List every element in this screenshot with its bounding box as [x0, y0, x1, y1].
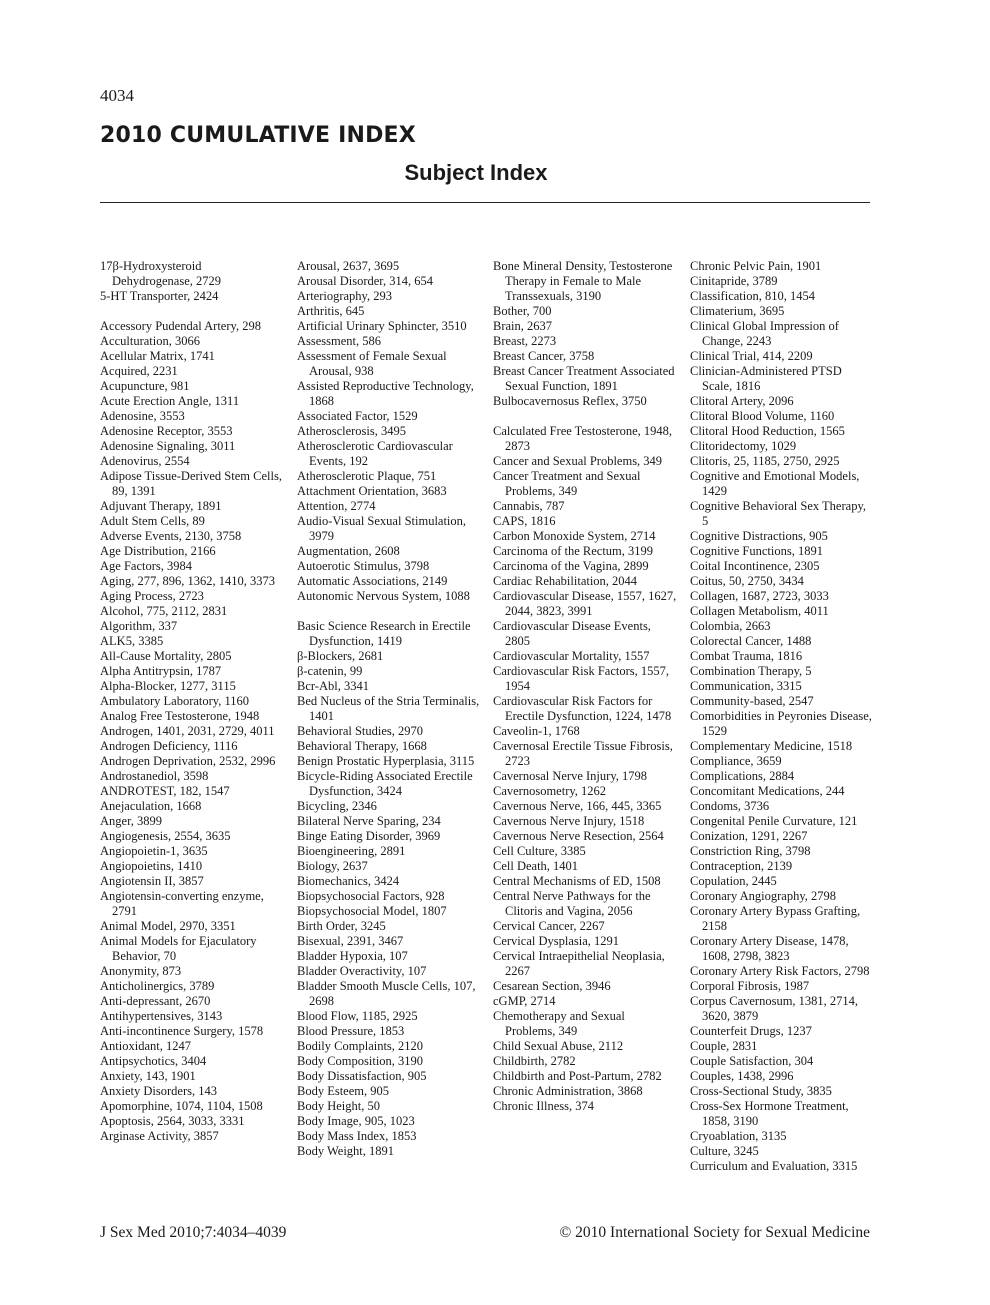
index-entry: Carcinoma of the Rectum, 3199	[493, 544, 654, 558]
index-entry: Breast Cancer, 3758	[493, 349, 595, 363]
index-entry: Combination Therapy, 5	[690, 664, 812, 678]
index-entry: Apomorphine, 1074, 1104, 1508	[100, 1099, 263, 1113]
index-entry: Biomechanics, 3424	[297, 874, 400, 888]
index-entry: Culture, 3245	[690, 1144, 759, 1158]
index-entry: Antioxidant, 1247	[100, 1039, 191, 1053]
index-entry: Adjuvant Therapy, 1891	[100, 499, 222, 513]
index-entry: Complementary Medicine, 1518	[690, 739, 853, 753]
index-entry: Androgen Deficiency, 1116	[100, 739, 238, 753]
index-entry: Child Sexual Abuse, 2112	[493, 1039, 624, 1053]
index-entry: Cell Death, 1401	[493, 859, 579, 873]
index-entry: Animal Model, 2970, 3351	[100, 919, 236, 933]
index-entry: Age Factors, 3984	[100, 559, 192, 573]
index-entry: Comorbidities in Peyronies Disease, 1529	[690, 709, 872, 738]
index-entry: Bioengineering, 2891	[297, 844, 406, 858]
index-entry: Colombia, 2663	[690, 619, 771, 633]
index-entry: Blood Flow, 1185, 2925	[297, 1009, 418, 1023]
page-number: 4034	[100, 86, 134, 105]
index-entry: Clinical Trial, 414, 2209	[690, 349, 813, 363]
index-entry: Clitoris, 25, 1185, 2750, 2925	[690, 454, 840, 468]
index-entry: Chronic Administration, 3868	[493, 1084, 643, 1098]
index-entry: Biopsychosocial Model, 1807	[297, 904, 447, 918]
index-entry: Adult Stem Cells, 89	[100, 514, 205, 528]
index-entry: Angiogenesis, 2554, 3635	[100, 829, 231, 843]
index-entry: Adenosine, 3553	[100, 409, 185, 423]
index-entry: Clinician-Administered PTSD Scale, 1816	[690, 364, 842, 393]
index-entry: Adenovirus, 2554	[100, 454, 190, 468]
index-entry: β-catenin, 99	[297, 664, 363, 678]
index-entry: Breast, 2273	[493, 334, 557, 348]
index-entry: Androgen, 1401, 2031, 2729, 4011	[100, 724, 275, 738]
letter-group-gap	[297, 604, 482, 619]
index-entry: Conization, 1291, 2267	[690, 829, 808, 843]
index-entry: Cervical Cancer, 2267	[493, 919, 605, 933]
index-entry: Assisted Reproductive Technology, 1868	[297, 379, 474, 408]
index-entry: Alcohol, 775, 2112, 2831	[100, 604, 228, 618]
index-entry: Collagen, 1687, 2723, 3033	[690, 589, 829, 603]
index-entry: Caveolin-1, 1768	[493, 724, 580, 738]
index-entry: Body Esteem, 905	[297, 1084, 390, 1098]
index-entry: Adverse Events, 2130, 3758	[100, 529, 242, 543]
index-entry: Counterfeit Drugs, 1237	[690, 1024, 812, 1038]
index-entry: Corporal Fibrosis, 1987	[690, 979, 810, 993]
index-entry: Cannabis, 787	[493, 499, 565, 513]
index-entry: Bicycling, 2346	[297, 799, 377, 813]
index-entry: Bilateral Nerve Sparing, 234	[297, 814, 441, 828]
index-entry: Carcinoma of the Vagina, 2899	[493, 559, 649, 573]
index-entry: Constriction Ring, 3798	[690, 844, 811, 858]
index-entry: Classification, 810, 1454	[690, 289, 815, 303]
index-entry: Compliance, 3659	[690, 754, 782, 768]
index-entry: Automatic Associations, 2149	[297, 574, 448, 588]
index-entry: Bladder Overactivity, 107	[297, 964, 427, 978]
index-entry: Accessory Pudendal Artery, 298	[100, 319, 261, 333]
index-entry: Anger, 3899	[100, 814, 162, 828]
index-entry: Adenosine Signaling, 3011	[100, 439, 236, 453]
index-entry: Carbon Monoxide System, 2714	[493, 529, 656, 543]
index-entry: Coitus, 50, 2750, 3434	[690, 574, 804, 588]
index-entry: Community-based, 2547	[690, 694, 814, 708]
index-entry: Coronary Artery Bypass Grafting, 2158	[690, 904, 861, 933]
index-entry: Arthritis, 645	[297, 304, 365, 318]
index-entry: Couples, 1438, 2996	[690, 1069, 794, 1083]
index-entry: Autonomic Nervous System, 1088	[297, 589, 470, 603]
index-entry: Cardiovascular Disease Events, 2805	[493, 619, 651, 648]
index-entry: Androstanediol, 3598	[100, 769, 209, 783]
index-entry: Adenosine Receptor, 3553	[100, 424, 233, 438]
index-entry: Binge Eating Disorder, 3969	[297, 829, 441, 843]
index-entry: Aging Process, 2723	[100, 589, 204, 603]
index-entry: Behavioral Therapy, 1668	[297, 739, 427, 753]
index-entry: Anti-depressant, 2670	[100, 994, 211, 1008]
index-entry: cGMP, 2714	[493, 994, 556, 1008]
index-entry: Central Nerve Pathways for the Clitoris and Vagina, 2056	[493, 889, 651, 918]
index-entry: Chronic Illness, 374	[493, 1099, 595, 1113]
index-entry: Cardiovascular Risk Factors, 1557, 1954	[493, 664, 670, 693]
index-entry: Cavernosal Nerve Injury, 1798	[493, 769, 648, 783]
index-entry: Combat Trauma, 1816	[690, 649, 803, 663]
index-entry: Acupuncture, 981	[100, 379, 190, 393]
index-column-1	[100, 259, 285, 1144]
index-entry: Blood Pressure, 1853	[297, 1024, 405, 1038]
header-divider	[100, 202, 870, 203]
index-entry: Body Height, 50	[297, 1099, 380, 1113]
index-entry: Birth Order, 3245	[297, 919, 386, 933]
index-entry: Arginase Activity, 3857	[100, 1129, 219, 1143]
index-entry: Communication, 3315	[690, 679, 802, 693]
index-entry: Colorectal Cancer, 1488	[690, 634, 812, 648]
index-entry: Arteriography, 293	[297, 289, 392, 303]
index-entry: Arousal Disorder, 314, 654	[297, 274, 433, 288]
index-entry: Coronary Angiography, 2798	[690, 889, 837, 903]
index-entry: Antihypertensives, 3143	[100, 1009, 223, 1023]
index-entry: Analog Free Testosterone, 1948	[100, 709, 260, 723]
index-entry: Anejaculation, 1668	[100, 799, 202, 813]
index-entry: Angiopoietins, 1410	[100, 859, 203, 873]
index-entry: Apoptosis, 2564, 3033, 3331	[100, 1114, 245, 1128]
index-entry: Angiopoietin-1, 3635	[100, 844, 208, 858]
index-entry: Bother, 700	[493, 304, 552, 318]
index-entry: Body Mass Index, 1853	[297, 1129, 417, 1143]
index-entry: Bladder Smooth Muscle Cells, 107, 2698	[297, 979, 476, 1008]
index-entry: Childbirth and Post-Partum, 2782	[493, 1069, 662, 1083]
journal-citation: J Sex Med 2010;7:4034–4039	[100, 1224, 287, 1241]
index-entry: Bcr-Abl, 3341	[297, 679, 369, 693]
index-entry: Clitoridectomy, 1029	[690, 439, 797, 453]
index-entry: Angiotensin-converting enzyme, 2791	[100, 889, 264, 918]
page-title: 2010 CUMULATIVE INDEX	[100, 123, 416, 148]
index-entry: Clitoral Artery, 2096	[690, 394, 794, 408]
index-entry: Cinitapride, 3789	[690, 274, 778, 288]
index-entry: All-Cause Mortality, 2805	[100, 649, 232, 663]
index-entry: ANDROTEST, 182, 1547	[100, 784, 230, 798]
index-entry: Cavernous Nerve Resection, 2564	[493, 829, 664, 843]
index-entry: Cavernous Nerve Injury, 1518	[493, 814, 645, 828]
index-entry: Behavioral Studies, 2970	[297, 724, 424, 738]
index-entry: Clitoral Hood Reduction, 1565	[690, 424, 845, 438]
index-entry: Aging, 277, 896, 1362, 1410, 3373	[100, 574, 275, 588]
index-entry: Bladder Hypoxia, 107	[297, 949, 408, 963]
index-entry: Biology, 2637	[297, 859, 368, 873]
index-entry: Cognitive Distractions, 905	[690, 529, 828, 543]
index-entry: Bulbocavernosus Reflex, 3750	[493, 394, 647, 408]
index-entry: Anxiety, 143, 1901	[100, 1069, 196, 1083]
index-entry: Condoms, 3736	[690, 799, 770, 813]
index-entry: CAPS, 1816	[493, 514, 556, 528]
index-entry: Climaterium, 3695	[690, 304, 785, 318]
index-entry: Cardiovascular Mortality, 1557	[493, 649, 650, 663]
index-entry: Age Distribution, 2166	[100, 544, 216, 558]
copyright-notice: © 2010 International Society for Sexual Medicine	[559, 1224, 870, 1241]
index-entry: Contraception, 2139	[690, 859, 793, 873]
index-entry: Anonymity, 873	[100, 964, 182, 978]
index-entry: Cardiovascular Disease, 1557, 1627, 2044, 3823, 3991	[493, 589, 677, 618]
index-column-3	[493, 259, 678, 1114]
index-column-4	[690, 259, 875, 1174]
index-entry: Cross-Sectional Study, 3835	[690, 1084, 832, 1098]
index-entry: Adipose Tissue-Derived Stem Cells, 89, 1391	[100, 469, 282, 498]
index-entry: Coital Incontinence, 2305	[690, 559, 820, 573]
index-entry: β-Blockers, 2681	[297, 649, 384, 663]
index-entry: Acellular Matrix, 1741	[100, 349, 215, 363]
index-entry: Cavernous Nerve, 166, 445, 3365	[493, 799, 662, 813]
index-entry: Body Dissatisfaction, 905	[297, 1069, 427, 1083]
index-entry: Cardiac Rehabilitation, 2044	[493, 574, 638, 588]
index-entry: Acquired, 2231	[100, 364, 178, 378]
index-entry: Alpha-Blocker, 1277, 3115	[100, 679, 236, 693]
index-entry: Coronary Artery Risk Factors, 2798	[690, 964, 870, 978]
index-entry: Atherosclerotic Plaque, 751	[297, 469, 437, 483]
index-entry: Calculated Free Testosterone, 1948, 2873	[493, 424, 673, 453]
index-entry: 17β-Hydroxysteroid Dehydrogenase, 2729	[100, 259, 221, 288]
index-entry: Chronic Pelvic Pain, 1901	[690, 259, 822, 273]
index-entry: Androgen Deprivation, 2532, 2996	[100, 754, 276, 768]
index-entry: Anticholinergics, 3789	[100, 979, 215, 993]
index-entry: Complications, 2884	[690, 769, 795, 783]
index-entry: Bicycle-Riding Associated Erectile Dysfunction, 3424	[297, 769, 473, 798]
index-column-2	[297, 259, 482, 1159]
index-entry: Assessment, 586	[297, 334, 382, 348]
index-entry: Collagen Metabolism, 4011	[690, 604, 829, 618]
index-entry: Benign Prostatic Hyperplasia, 3115	[297, 754, 475, 768]
index-entry: Assessment of Female Sexual Arousal, 938	[297, 349, 447, 378]
index-entry: Acculturation, 3066	[100, 334, 200, 348]
index-entry: Body Image, 905, 1023	[297, 1114, 415, 1128]
index-entry: Basic Science Research in Erectile Dysfunction, 1419	[297, 619, 471, 648]
section-title: Subject Index	[404, 160, 548, 185]
index-entry: Autoerotic Stimulus, 3798	[297, 559, 430, 573]
index-entry: Cross-Sex Hormone Treatment, 1858, 3190	[690, 1099, 849, 1128]
index-entry: Cryoablation, 3135	[690, 1129, 787, 1143]
index-entry: Coronary Artery Disease, 1478, 1608, 2798, 3823	[690, 934, 849, 963]
index-entry: Cervical Dysplasia, 1291	[493, 934, 620, 948]
index-entry: Clitoral Blood Volume, 1160	[690, 409, 835, 423]
index-entry: Bisexual, 2391, 3467	[297, 934, 404, 948]
index-entry: Copulation, 2445	[690, 874, 777, 888]
index-entry: Alpha Antitrypsin, 1787	[100, 664, 222, 678]
index-entry: Cognitive Behavioral Sex Therapy, 5	[690, 499, 867, 528]
index-entry: Augmentation, 2608	[297, 544, 400, 558]
letter-group-gap	[100, 304, 285, 319]
index-entry: Anti-incontinence Surgery, 1578	[100, 1024, 264, 1038]
index-entry: Acute Erection Angle, 1311	[100, 394, 240, 408]
index-entry: Biopsychosocial Factors, 928	[297, 889, 445, 903]
index-entry: Animal Models for Ejaculatory Behavior, 70	[100, 934, 257, 963]
index-entry: Couple Satisfaction, 304	[690, 1054, 814, 1068]
index-entry: Angiotensin II, 3857	[100, 874, 204, 888]
index-entry: Associated Factor, 1529	[297, 409, 418, 423]
index-entry: ALK5, 3385	[100, 634, 164, 648]
index-entry: Bed Nucleus of the Stria Terminalis, 1401	[297, 694, 480, 723]
index-entry: Ambulatory Laboratory, 1160	[100, 694, 250, 708]
index-entry: Body Composition, 3190	[297, 1054, 424, 1068]
index-entry: Congenital Penile Curvature, 121	[690, 814, 858, 828]
index-entry: Cognitive Functions, 1891	[690, 544, 823, 558]
index-entry: 5-HT Transporter, 2424	[100, 289, 219, 303]
index-entry: Childbirth, 2782	[493, 1054, 576, 1068]
index-entry: Cancer and Sexual Problems, 349	[493, 454, 663, 468]
index-entry: Cavernosal Erectile Tissue Fibrosis, 2723	[493, 739, 673, 768]
index-entry: Arousal, 2637, 3695	[297, 259, 400, 273]
index-entry: Corpus Cavernosum, 1381, 2714, 3620, 3879	[690, 994, 859, 1023]
index-entry: Algorithm, 337	[100, 619, 178, 633]
index-entry: Bone Mineral Density, Testosterone Therapy in Female to Male Transsexuals, 3190	[493, 259, 673, 303]
index-entry: Attachment Orientation, 3683	[297, 484, 447, 498]
index-entry: Audio-Visual Sexual Stimulation, 3979	[297, 514, 467, 543]
index-entry: Chemotherapy and Sexual Problems, 349	[493, 1009, 625, 1038]
index-entry: Cesarean Section, 3946	[493, 979, 611, 993]
index-entry: Cancer Treatment and Sexual Problems, 349	[493, 469, 641, 498]
index-entry: Anxiety Disorders, 143	[100, 1084, 217, 1098]
index-entry: Concomitant Medications, 244	[690, 784, 845, 798]
index-entry: Central Mechanisms of ED, 1508	[493, 874, 661, 888]
index-entry: Cell Culture, 3385	[493, 844, 586, 858]
index-entry: Attention, 2774	[297, 499, 376, 513]
index-entry: Couple, 2831	[690, 1039, 758, 1053]
index-entry: Artificial Urinary Sphincter, 3510	[297, 319, 467, 333]
letter-group-gap	[493, 409, 678, 424]
index-entry: Body Weight, 1891	[297, 1144, 395, 1158]
index-entry: Clinical Global Impression of Change, 2243	[690, 319, 839, 348]
index-entry: Bodily Complaints, 2120	[297, 1039, 424, 1053]
index-entry: Atherosclerotic Cardiovascular Events, 192	[297, 439, 453, 468]
index-entry: Cardiovascular Risk Factors for Erectile Dysfunction, 1224, 1478	[493, 694, 672, 723]
index-entry: Breast Cancer Treatment Associated Sexual Function, 1891	[493, 364, 675, 393]
index-entry: Cognitive and Emotional Models, 1429	[690, 469, 860, 498]
index-entry: Cavernosometry, 1262	[493, 784, 607, 798]
index-entry: Curriculum and Evaluation, 3315	[690, 1159, 858, 1173]
index-entry: Brain, 2637	[493, 319, 553, 333]
index-entry: Atherosclerosis, 3495	[297, 424, 407, 438]
index-entry: Antipsychotics, 3404	[100, 1054, 207, 1068]
index-entry: Cervical Intraepithelial Neoplasia, 2267	[493, 949, 665, 978]
